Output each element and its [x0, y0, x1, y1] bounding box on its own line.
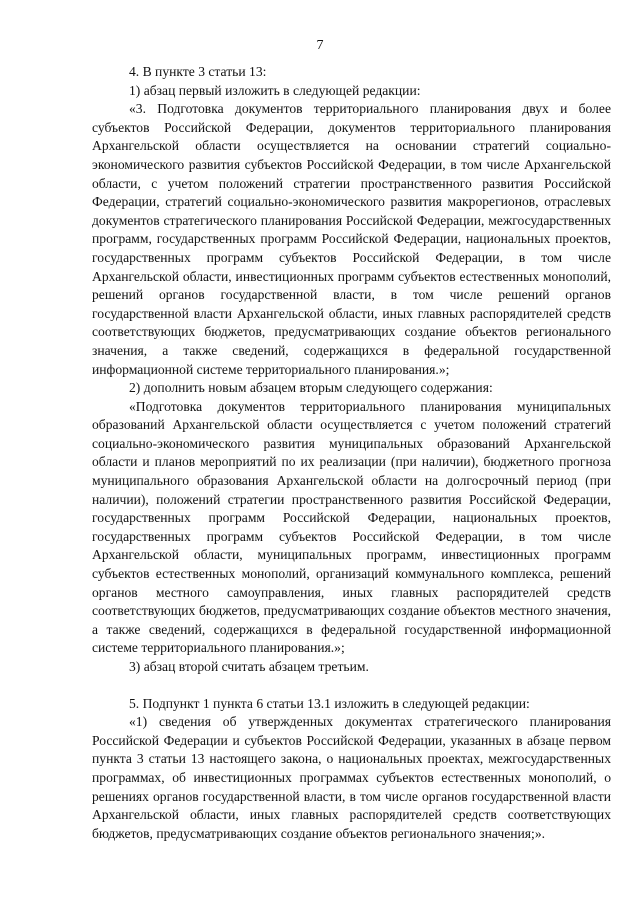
paragraph-subpoint-3: 3) абзац второй считать абзацем третьим.: [129, 659, 369, 674]
paragraph-quoted-subpoint-1: «1) сведения об утвержденных документах стратегического планирования Российской Федерации и субъектов Российской Федерации, указанных в абзаце первом пункта 3 статьи 13 настоящего закона, о национальных проектах, межгосударственных программах, об инвестиционных программах субъектов естественных монополий, о решениях органов государственной власти, в том числе органов государственной власти Архангельской области, иных главных распорядителей средств соответствующих бюджетов, предусматривающих создание объектов регионального значения;».: [92, 714, 611, 841]
paragraph-subpoint-1: 1) абзац первый изложить в следующей редакции:: [129, 82, 421, 98]
paragraph-gap: [92, 677, 611, 695]
paragraph-point-4-heading: 4. В пункте 3 статьи 13:: [129, 64, 267, 79]
paragraph-point-5-heading: 5. Подпункт 1 пункта 6 статьи 13.1 изложить в следующей редакции:: [129, 695, 530, 711]
paragraph-quoted-point-3: «3. Подготовка документов территориального планирования двух и более субъектов Российской Федерации, документов территориального планирования Архангельской области осуществляется на основании стратегий социально-экономического развития субъектов Российской Федерации, в том числе Архангельской области, с учетом положений стратегии пространственного развития Российской Федерации, стратегий социально-экономического развития макрорегионов, отраслевых документов стратегического планирования Российской Федерации, межгосударственных программ, государственных программ Российской Федерации, национальных проектов, государственных программ субъектов Российской Федерации, в том числе Архангельской области, инвестиционных программ субъектов естественных монополий, решений органов государственной власти, в том числе решений органов государственной власти Архангельской области, иных главных распорядителей средств соответствующих бюджетов, предусматривающих создание объектов регионального значения, а также сведений, содержащихся в федеральной государственной информационной системе территориального планирования.»;: [92, 101, 611, 377]
document-body: [92, 63, 611, 843]
page-number: 7: [316, 38, 324, 53]
paragraph-quoted-new-second-paragraph: «Подготовка документов территориального планирования муниципальных образований Архангельской области осуществляется с учетом положений стратегий социально-экономического развития муниципальных образований Архангельской области и планов мероприятий по их реализации (при наличии), бюджетного прогноза муниципального образования Архангельской области на долгосрочный период (при наличии), положений стратегии пространственного развития Российской Федерации, государственных программ Российской Федерации, национальных проектов, государственных программ субъектов Российской Федерации, в том числе Архангельской области, муниципальных программ, инвестиционных программ субъектов естественных монополий, организаций коммунального комплекса, решений органов местного самоуправления, иных главных распорядителей средств соответствующих бюджетов, предусматривающих создание объектов местного значения, а также сведений, содержащихся в федеральной государственной информационной системе территориального планирования.»;: [92, 398, 611, 656]
paragraph-subpoint-2: 2) дополнить новым абзацем вторым следующего содержания:: [129, 380, 493, 396]
